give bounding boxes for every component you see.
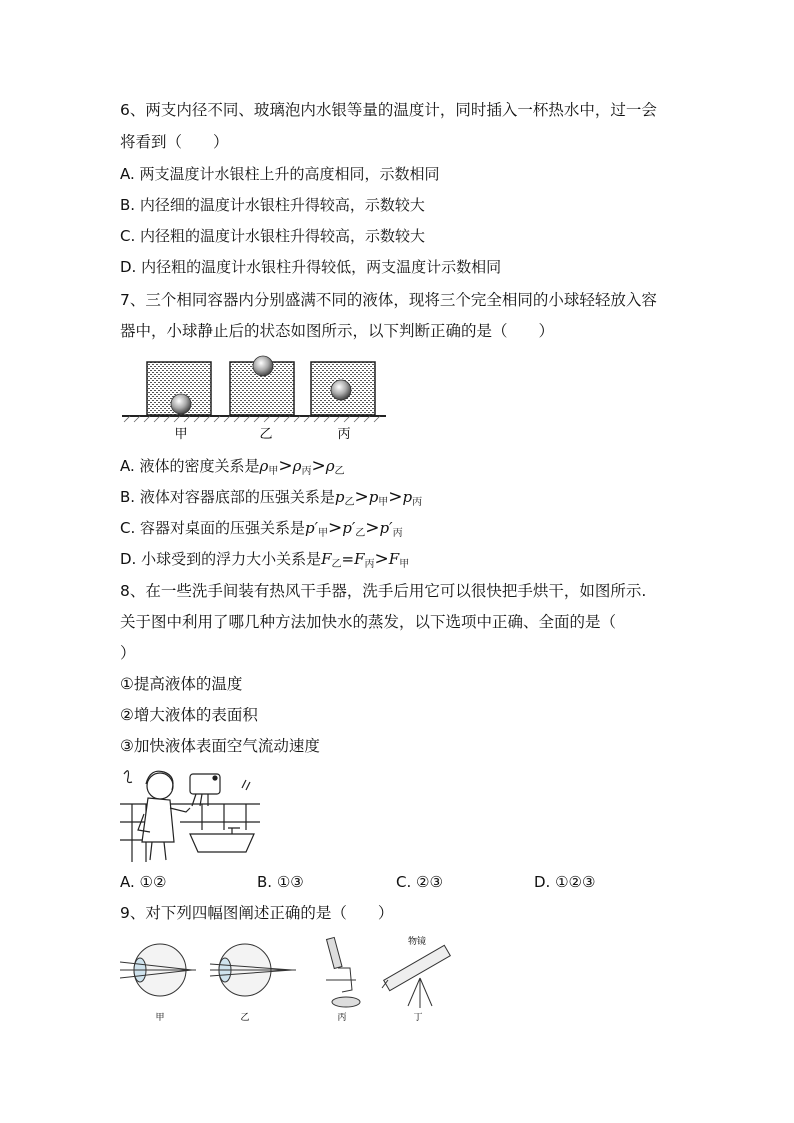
q9-label-yi: 乙 <box>240 1013 250 1023</box>
label-jia: 甲 <box>174 427 188 442</box>
q8-item-1: ①提高液体的温度 <box>120 675 243 693</box>
microscope <box>326 937 360 1007</box>
q8-stem-line3: ） <box>120 644 136 662</box>
q6-option-b: B. 内径细的温度计水银柱升得较高，示数较大 <box>120 196 425 214</box>
q8-choice-b: B. ①③ <box>257 873 304 891</box>
q7-stem-line1: 7、三个相同容器内分别盛满不同的液体，现将三个完全相同的小球轻轻放入容 <box>120 291 657 309</box>
q7-option-c: C. 容器对桌面的压强关系是$p'_甲>p'_乙>p'_丙$ <box>120 518 403 539</box>
q9-label-ding: 丁 <box>413 1013 423 1023</box>
ball-bing <box>331 380 351 400</box>
q8-choice-d: D. ①②③ <box>534 873 596 891</box>
q8-item-2: ②增大液体的表面积 <box>120 706 258 724</box>
q7-option-a: A. 液体的密度关系是$\rho_甲>\rho_丙>\rho_乙$ <box>120 456 345 477</box>
telescope-objective-label: 物镜 <box>407 937 427 947</box>
q7-containers-figure <box>120 352 388 444</box>
q8-stem-line2: 关于图中利用了哪几种方法加快水的蒸发，以下选项中正确、全面的是（ <box>120 613 617 631</box>
q6-stem-line2: 将看到（ ） <box>120 133 229 151</box>
q6-option-c: C. 内径粗的温度计水银柱升得较高，示数较大 <box>120 227 426 245</box>
label-bing: 丙 <box>337 427 351 442</box>
q6-option-a: A. 两支温度计水银柱上升的高度相同，示数相同 <box>120 165 440 183</box>
ball-jia <box>171 394 191 414</box>
q6-stem-line1: 6、两支内径不同、玻璃泡内水银等量的温度计，同时插入一杯热水中，过一会 <box>120 101 657 119</box>
q7-stem-line2: 器中，小球静止后的状态如图所示，以下判断正确的是（ ） <box>120 322 555 340</box>
q6-option-d: D. 内径粗的温度计水银柱升得较低，两支温度计示数相同 <box>120 258 502 276</box>
q8-choice-a: A. ①② <box>120 873 167 891</box>
q8-stem-line1: 8、在一些洗手间装有热风干手器，洗手后用它可以很快把手烘干，如图所示. <box>120 582 647 600</box>
q9-optics-figure <box>120 932 470 1024</box>
q7-option-d: D. 小球受到的浮力大小关系是$F_乙=F_丙>F_甲$ <box>120 549 410 570</box>
q9-label-bing: 丙 <box>337 1013 347 1023</box>
q9-stem: 9、对下列四幅图阐述正确的是（ ） <box>120 904 394 922</box>
q9-label-jia: 甲 <box>155 1013 165 1023</box>
q8-choice-c: C. ②③ <box>396 873 443 891</box>
q7-option-b: B. 液体对容器底部的压强关系是$p_乙>p_甲>p_丙$ <box>120 487 423 508</box>
telescope <box>382 945 450 1008</box>
q8-item-3: ③加快液体表面空气流动速度 <box>120 737 320 755</box>
label-yi: 乙 <box>259 427 273 442</box>
ball-yi <box>253 356 273 376</box>
q8-hand-dryer-figure <box>120 764 260 864</box>
